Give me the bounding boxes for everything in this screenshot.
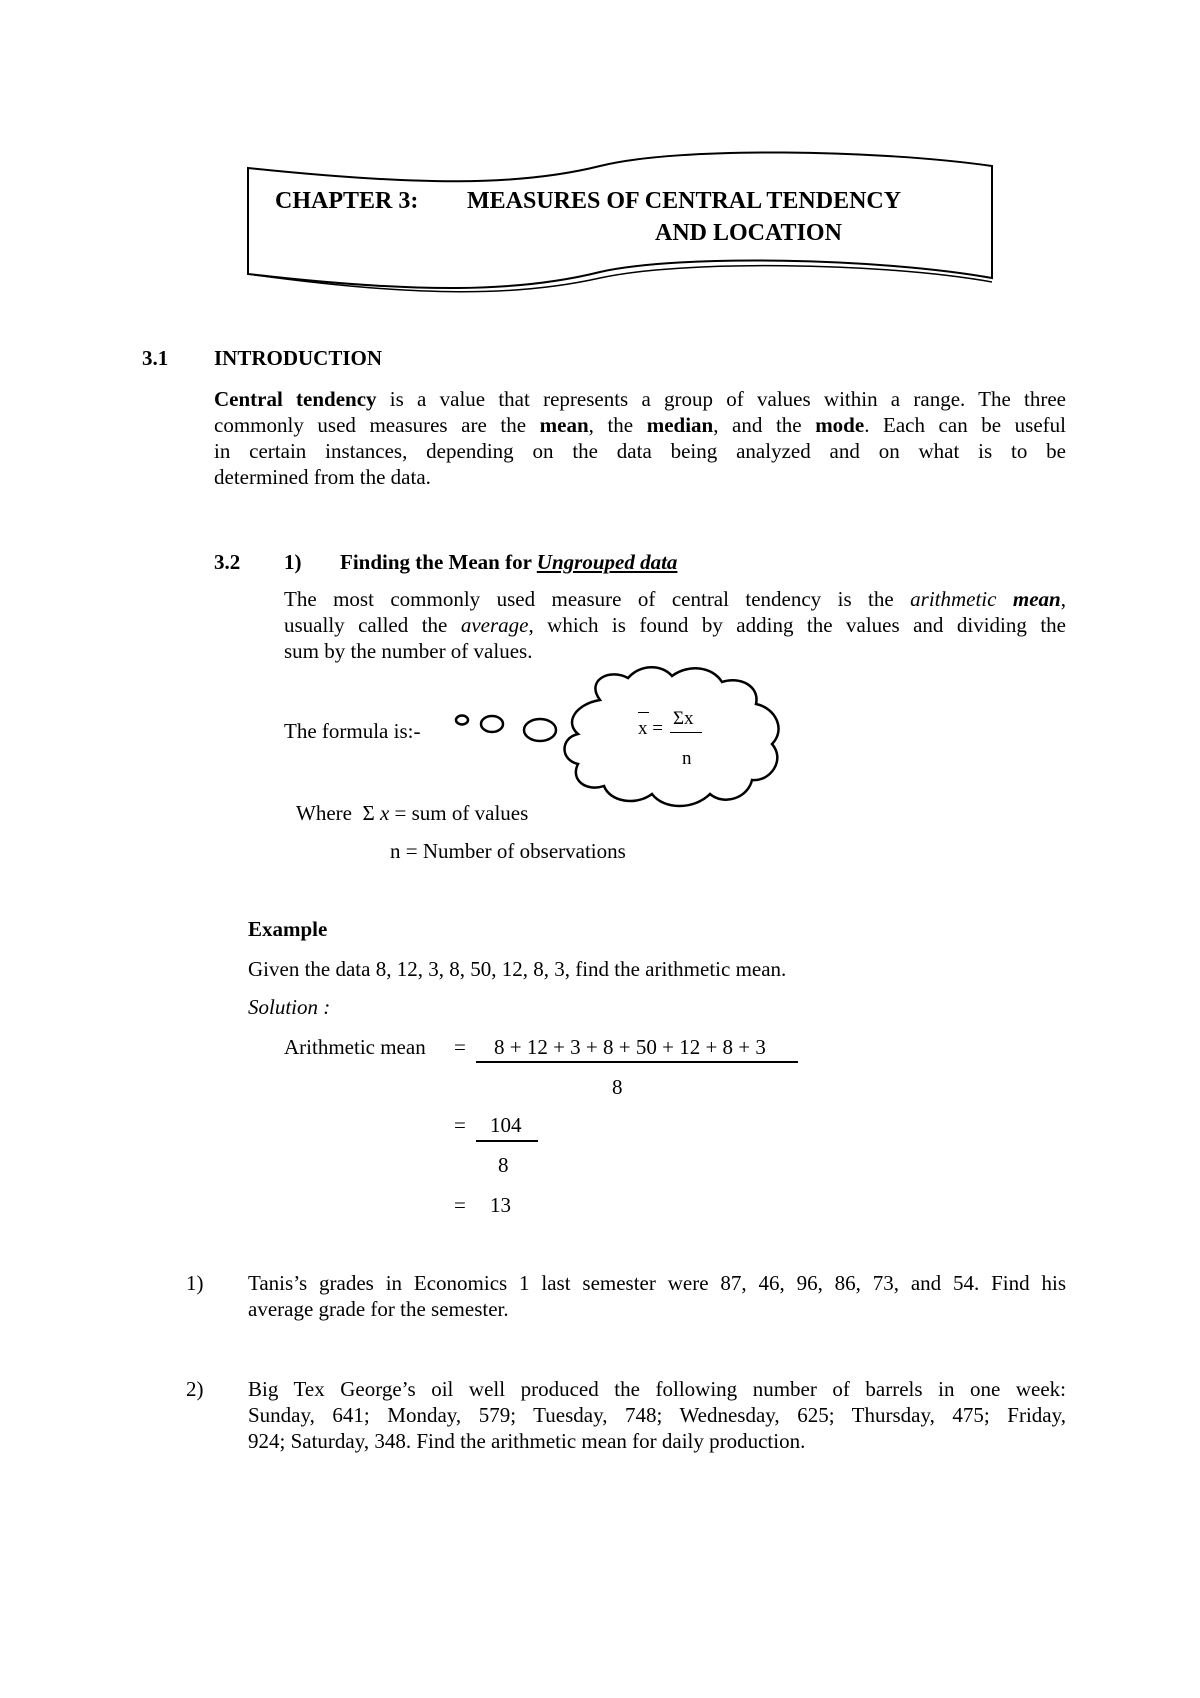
am-label: Arithmetic mean bbox=[284, 1035, 426, 1059]
intro-line-2 bbox=[214, 412, 1066, 438]
intro-line-2-d: . Each can be useful bbox=[864, 413, 1066, 437]
term-central-tendency: Central tendency bbox=[214, 387, 377, 411]
example-problem: Given the data 8, 12, 3, 8, 50, 12, 8, 3, find the arithmetic mean. bbox=[248, 957, 787, 981]
chapter-title-line2: AND LOCATION bbox=[655, 220, 842, 246]
section-3-2-number: 3.2 bbox=[214, 550, 241, 574]
exercise-2-line-1: Big Tex George’s oil well produced the following number of barrels in one week: bbox=[248, 1377, 1066, 1401]
intro-line-1-text: is a value that represents a group of values within a range. The three bbox=[376, 387, 1066, 411]
thought-bubble-small bbox=[456, 716, 468, 725]
where-variable: x bbox=[379, 801, 390, 825]
mean-line-2 bbox=[284, 612, 1066, 638]
formula-label: The formula is:- bbox=[284, 719, 421, 743]
sum-value: 104 bbox=[490, 1113, 522, 1137]
where-text: = sum of values bbox=[389, 801, 529, 825]
mean-fraction-bar bbox=[476, 1061, 798, 1063]
formula-cloud bbox=[565, 667, 779, 806]
section-3-2-heading bbox=[340, 550, 677, 575]
intro-line-3: in certain instances, depending on the data being analyzed and on what is to be bbox=[214, 439, 1066, 463]
mean-numerator: 8 + 12 + 3 + 8 + 50 + 12 + 8 + 3 bbox=[494, 1035, 766, 1059]
exercise-1-text bbox=[248, 1270, 1066, 1322]
exercise-1-line-1: Tanis’s grades in Economics 1 last semester were 87, 46, 96, 86, 73, and 54. Find his bbox=[248, 1271, 1066, 1295]
formula-numerator: Σx bbox=[673, 708, 694, 729]
where-sum-definition bbox=[296, 800, 528, 826]
intro-line-4: determined from the data. bbox=[214, 465, 431, 489]
term-median: median bbox=[646, 413, 714, 437]
intro-line-2-c: , and the bbox=[713, 413, 816, 437]
section-3-1-heading: INTRODUCTION bbox=[214, 346, 383, 370]
intro-paragraph bbox=[214, 386, 1066, 490]
equals-3: = bbox=[454, 1193, 466, 1217]
section-3-2-heading-prefix: Finding the Mean for bbox=[340, 550, 537, 574]
intro-line-2-b: , the bbox=[588, 413, 647, 437]
chapter-title-line1 bbox=[275, 188, 901, 215]
intro-line-2-a: commonly used measures are the bbox=[214, 413, 540, 437]
term-average: average bbox=[460, 613, 529, 637]
term-arithmetic-mean: mean bbox=[1012, 587, 1061, 611]
mean-line-3: sum by the number of values. bbox=[284, 639, 533, 663]
term-arithmetic: arithmetic bbox=[910, 587, 997, 611]
formula-lhs-text: x = bbox=[638, 718, 663, 739]
x-bar bbox=[638, 718, 663, 739]
formula-lhs bbox=[638, 718, 663, 740]
section-3-2-item: 1) bbox=[284, 550, 302, 574]
exercise-2-text bbox=[248, 1376, 1066, 1454]
n-definition: n = Number of observations bbox=[390, 839, 626, 863]
example-heading: Example bbox=[248, 917, 328, 941]
exercise-2-line-3: 924; Saturday, 348. Find the arithmetic mean for daily production. bbox=[248, 1429, 806, 1453]
equals-1: = bbox=[454, 1035, 466, 1059]
section-3-2-heading-emph: Ungrouped data bbox=[536, 550, 678, 574]
thought-bubble-large bbox=[524, 719, 556, 741]
exercise-1-line-2: average grade for the semester. bbox=[248, 1297, 509, 1321]
mean-paragraph bbox=[284, 586, 1066, 664]
sum-fraction-bar bbox=[476, 1140, 538, 1142]
mean-line-1-b: , bbox=[1060, 587, 1066, 611]
chapter-banner-frame bbox=[248, 152, 992, 288]
term-mean: mean bbox=[539, 413, 589, 437]
formula-denominator: n bbox=[682, 748, 692, 769]
thought-bubble-medium bbox=[481, 716, 503, 732]
chapter-title-main: MEASURES OF CENTRAL TENDENCY bbox=[467, 188, 902, 214]
term-mode: mode bbox=[815, 413, 865, 437]
solution-label: Solution : bbox=[248, 995, 331, 1019]
where-label: Where bbox=[296, 801, 352, 825]
exercise-1-number: 1) bbox=[186, 1271, 204, 1295]
intro-line-1 bbox=[214, 386, 1066, 412]
mean-line-1-a: The most commonly used measure of central tendency is the bbox=[284, 587, 911, 611]
x-bar-overline bbox=[638, 712, 649, 713]
section-3-1-number: 3.1 bbox=[142, 346, 169, 370]
mean-line-2-a: usually called the bbox=[284, 613, 461, 637]
equals-2: = bbox=[454, 1113, 466, 1137]
sigma-symbol: Σ bbox=[362, 801, 375, 825]
result-value: 13 bbox=[490, 1193, 511, 1217]
formula-fraction-bar bbox=[670, 732, 702, 733]
exercise-2-line-2: Sunday, 641; Monday, 579; Tuesday, 748; Wednesday, 625; Thursday, 475; Friday, bbox=[248, 1403, 1066, 1427]
exercise-2-number: 2) bbox=[186, 1377, 204, 1401]
mean-denominator: 8 bbox=[612, 1075, 623, 1099]
chapter-number: CHAPTER 3: bbox=[275, 188, 419, 214]
mean-line-2-b: , which is found by adding the values and dividing the bbox=[528, 613, 1066, 637]
sum-denominator: 8 bbox=[498, 1153, 509, 1177]
mean-line-1 bbox=[284, 586, 1066, 612]
